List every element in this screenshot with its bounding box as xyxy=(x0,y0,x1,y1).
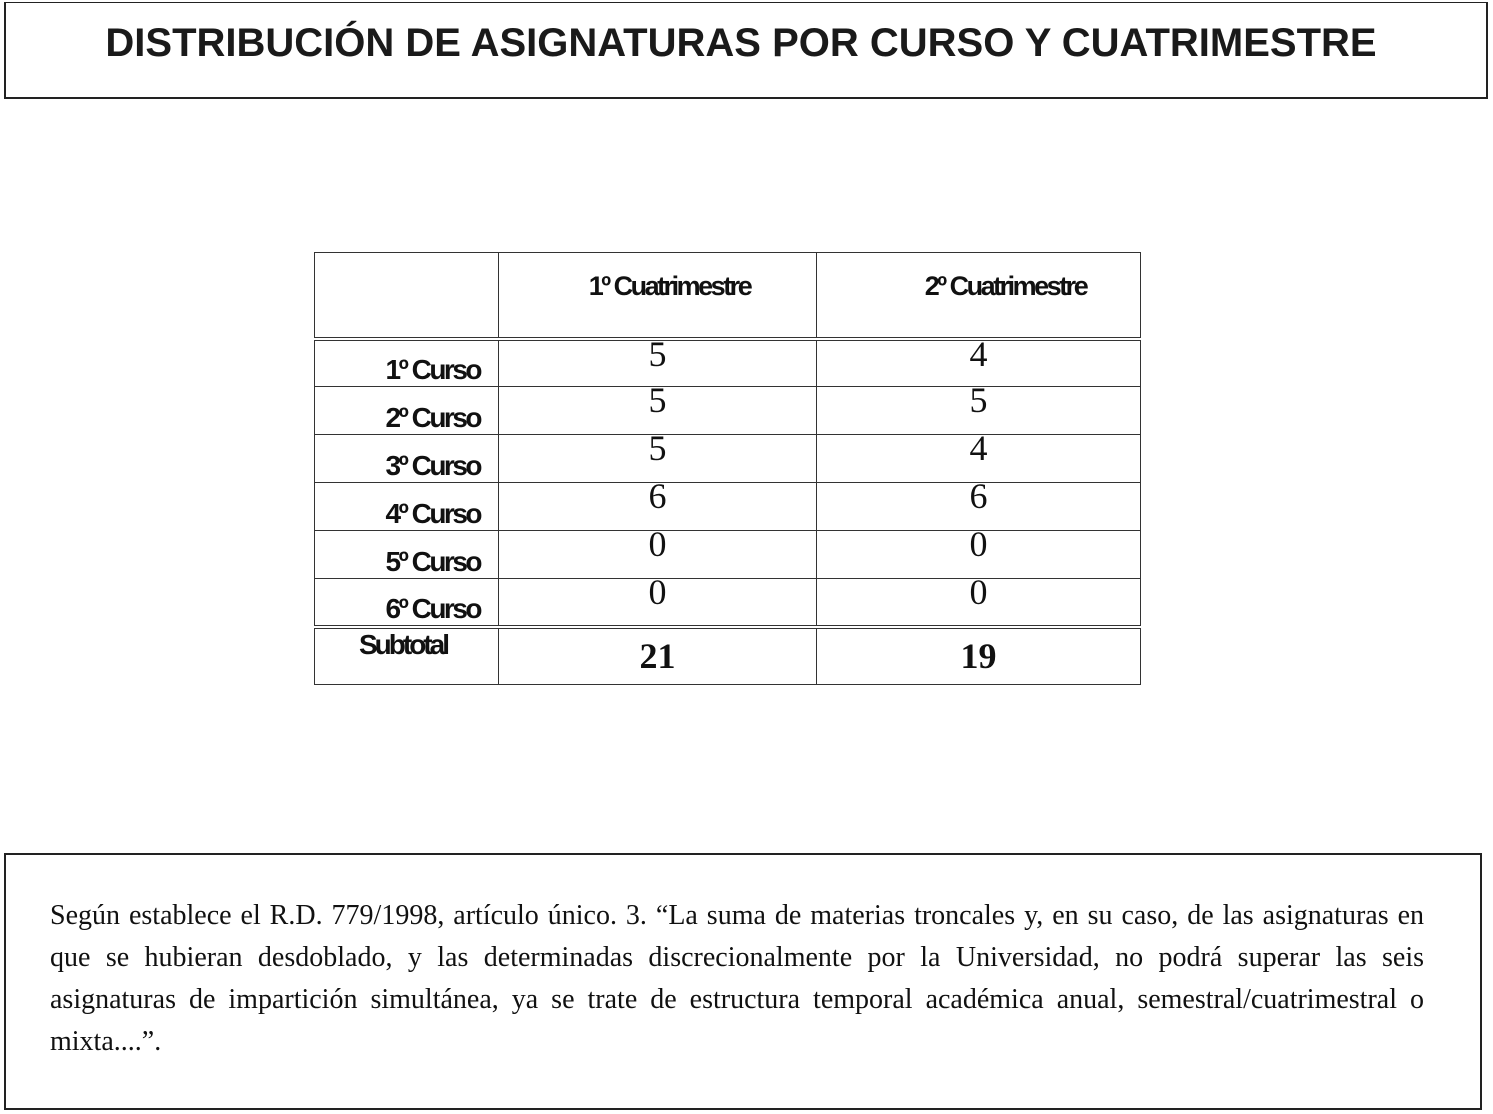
legal-note-box xyxy=(4,853,1482,1110)
cell-value-text: 0 xyxy=(969,524,988,564)
subtotal-value-1: 21 xyxy=(499,627,817,685)
cell-value-text: 0 xyxy=(648,572,667,612)
subtotal-label: Subtotal xyxy=(315,627,499,685)
cell-value-text: 0 xyxy=(648,524,667,564)
header-corner-cell xyxy=(315,253,499,339)
row-label: 6º Curso xyxy=(315,579,499,627)
table-row xyxy=(315,531,1141,579)
distribution-table-wrapper xyxy=(314,252,1141,685)
cell-value-text: 0 xyxy=(969,572,988,612)
cell-value-text: 5 xyxy=(969,380,988,420)
page-title: DISTRIBUCIÓN DE ASIGNATURAS POR CURSO Y CUATRIMESTRE xyxy=(105,20,1377,65)
legal-note-text: Según establece el R.D. 779/1998, artículo único. 3. “La suma de materias troncales y, en su caso, de las asignaturas en que se hubieran desdoblado, y las determinadas discrecionalmente por la Universidad, no podrá superar las seis asignaturas de impartición simultánea, ya se trate de estructura temporal académica anual, semestral/cuatrimestral o mixta....”. xyxy=(50,900,1424,1057)
cell-value xyxy=(817,572,1141,627)
row-label: 2º Curso xyxy=(315,387,499,435)
header-cuatrimestre-1: 1º Cuatrimestre xyxy=(499,253,817,339)
table-row xyxy=(315,435,1141,483)
header-cuatrimestre-2: 2º Cuatrimestre xyxy=(817,253,1141,339)
table-row xyxy=(315,387,1141,435)
cell-value-text: 5 xyxy=(648,333,667,374)
cell-value xyxy=(499,572,817,627)
cell-value-text: 4 xyxy=(969,333,988,374)
table-row xyxy=(315,339,1141,387)
row-label: 5º Curso xyxy=(315,531,499,579)
row-label: 1º Curso xyxy=(315,339,499,387)
distribution-table xyxy=(314,252,1141,685)
subtotal-row xyxy=(315,627,1141,685)
table-header-row xyxy=(315,253,1141,339)
row-label: 4º Curso xyxy=(315,483,499,531)
title-box xyxy=(4,2,1488,99)
cell-value-text: 5 xyxy=(648,428,667,468)
cell-value-text: 5 xyxy=(648,380,667,420)
cell-value-text: 4 xyxy=(969,428,988,468)
subtotal-value-2: 19 xyxy=(817,627,1141,685)
cell-value-text: 6 xyxy=(648,476,667,516)
table-row xyxy=(315,579,1141,627)
table-row xyxy=(315,483,1141,531)
cell-value-text: 6 xyxy=(969,476,988,516)
row-label: 3º Curso xyxy=(315,435,499,483)
